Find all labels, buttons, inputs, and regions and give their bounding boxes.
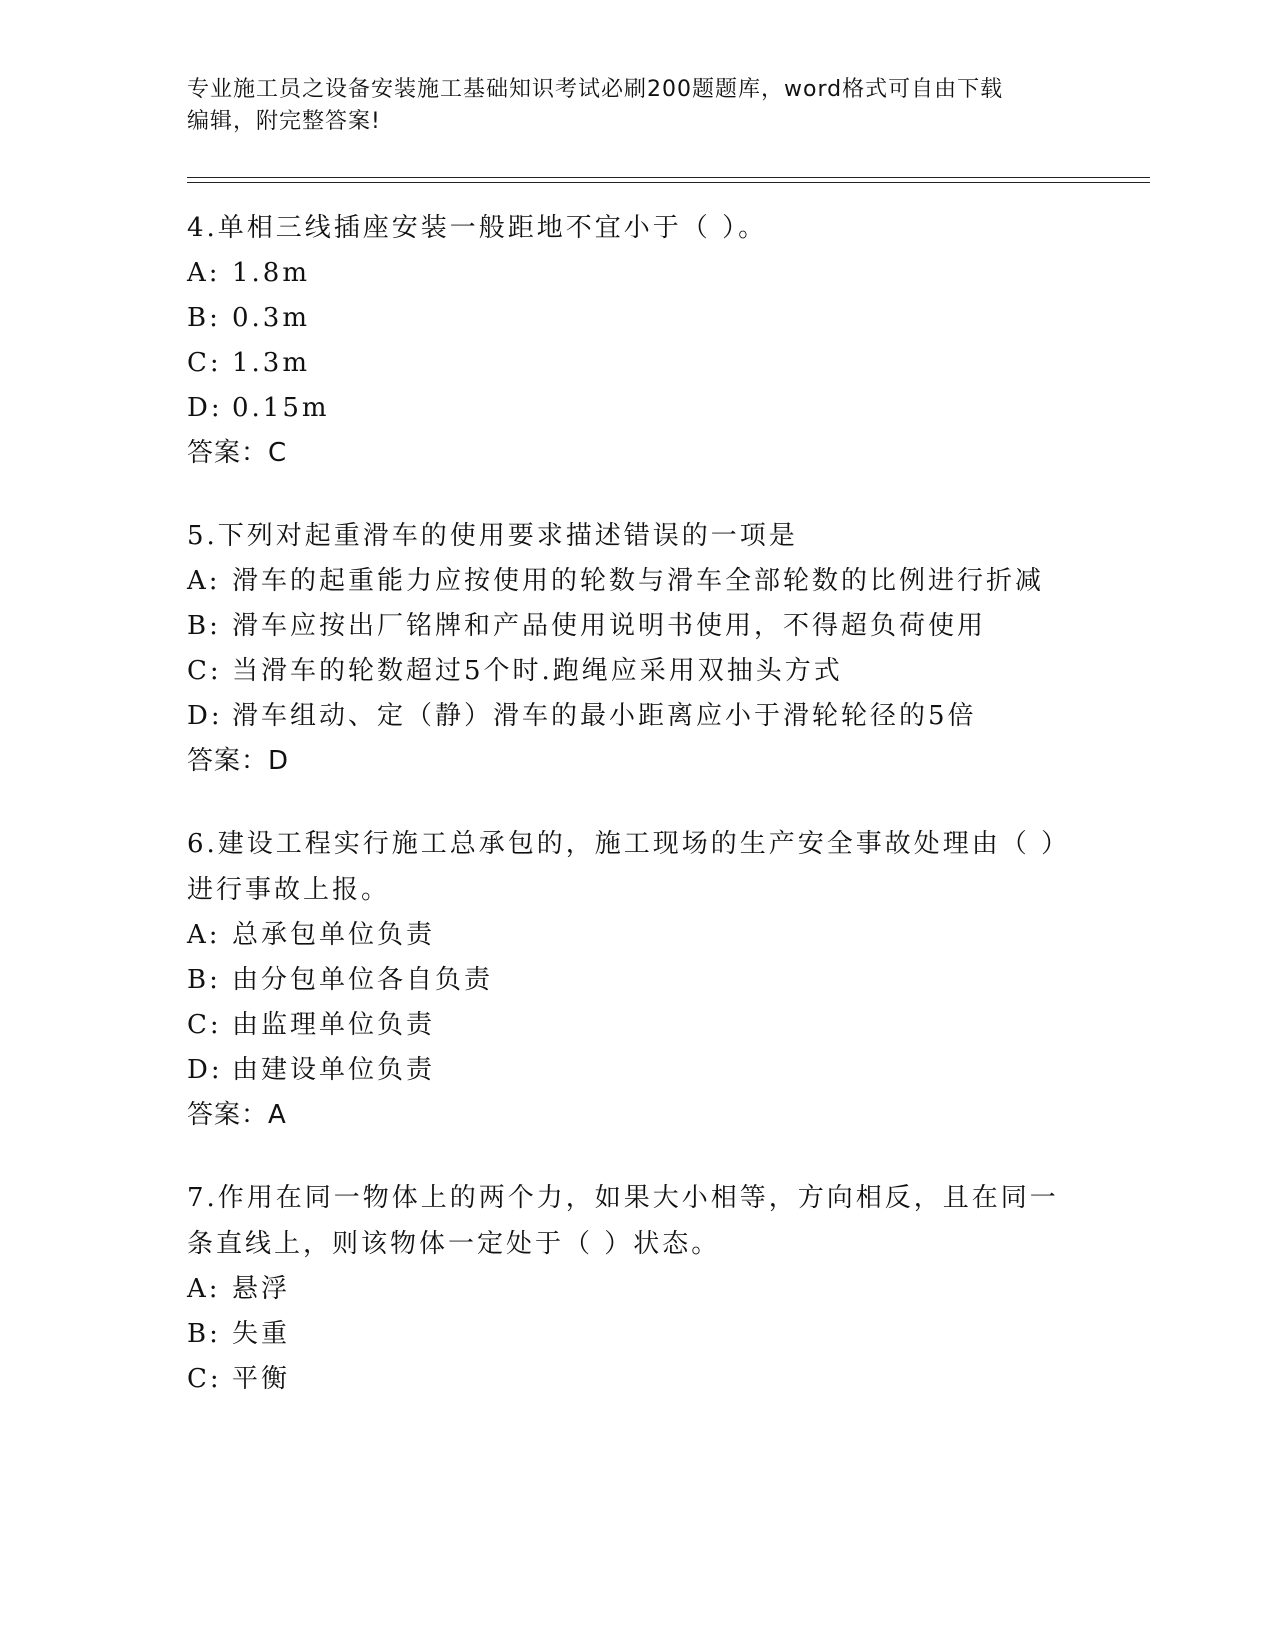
question-text: 7.作用在同一物体上的两个力，如果大小相等，方向相反，且在同一	[187, 1183, 1059, 1213]
question-list	[187, 205, 1087, 1440]
option-text: 滑车组动、定（静）滑车的最小距离应小于滑轮轮径的5倍	[232, 701, 977, 731]
option-letter: B:	[187, 611, 221, 641]
answer-key: 答案：C	[187, 438, 288, 468]
option-letter: A:	[187, 258, 221, 288]
answer-option	[187, 386, 1087, 431]
option-text: 滑车应按出厂铭牌和产品使用说明书使用，不得超负荷使用	[232, 611, 987, 641]
answer-option	[187, 1048, 1087, 1093]
header-divider-top	[187, 177, 1150, 178]
option-letter: C:	[187, 348, 222, 378]
answer-key: 答案：D	[187, 746, 290, 776]
option-letter: B:	[187, 303, 221, 333]
option-text: 0.3m	[232, 303, 311, 333]
header-line-2: 编辑，附完整答案!	[187, 109, 381, 134]
question-block	[187, 513, 1087, 783]
question-text: 6.建设工程实行施工总承包的，施工现场的生产安全事故处理由（ ）	[187, 829, 1071, 859]
answer-option	[187, 958, 1087, 1003]
answer-option	[187, 604, 1087, 649]
answer-option	[187, 1312, 1087, 1357]
option-text: 1.8m	[232, 258, 311, 288]
option-text: 悬浮	[232, 1274, 291, 1304]
question-block	[187, 205, 1087, 475]
option-text: 当滑车的轮数超过5个时.跑绳应采用双抽头方式	[232, 656, 843, 686]
option-letter: A:	[187, 566, 221, 596]
answer-key: 答案：A	[187, 1100, 287, 1130]
option-text: 失重	[232, 1319, 291, 1349]
question-text: 条直线上，则该物体一定处于（ ）状态。	[187, 1229, 721, 1259]
answer-option	[187, 694, 1087, 739]
answer-option	[187, 341, 1087, 386]
answer-option	[187, 296, 1087, 341]
question-text: 5.下列对起重滑车的使用要求描述错误的一项是	[187, 521, 798, 551]
answer-option	[187, 1003, 1087, 1048]
option-text: 由分包单位各自负责	[232, 965, 494, 995]
option-text: 由监理单位负责	[232, 1010, 436, 1040]
option-text: 平衡	[232, 1364, 291, 1394]
option-letter: A:	[187, 920, 221, 950]
option-letter: D:	[187, 701, 223, 731]
option-letter: A:	[187, 1274, 221, 1304]
answer-option	[187, 559, 1087, 604]
option-text: 总承包单位负责	[232, 920, 436, 950]
question-text: 进行事故上报。	[187, 875, 391, 905]
option-letter: D:	[187, 393, 223, 423]
option-letter: C:	[187, 1010, 222, 1040]
question-block	[187, 821, 1087, 1137]
option-text: 1.3m	[232, 348, 311, 378]
answer-option	[187, 251, 1087, 296]
answer-option	[187, 913, 1087, 958]
option-letter: B:	[187, 1319, 221, 1349]
answer-option	[187, 1267, 1087, 1312]
question-block	[187, 1175, 1087, 1402]
option-letter: C:	[187, 656, 222, 686]
document-header	[187, 74, 1067, 138]
header-divider-bottom	[187, 182, 1150, 183]
option-text: 0.15m	[232, 393, 330, 423]
option-letter: D:	[187, 1055, 223, 1085]
option-text: 滑车的起重能力应按使用的轮数与滑车全部轮数的比例进行折减	[232, 566, 1045, 596]
question-text: 4.单相三线插座安装一般距地不宜小于（ ）。	[187, 213, 768, 243]
option-letter: C:	[187, 1364, 222, 1394]
header-line-1: 专业施工员之设备安装施工基础知识考试必刷200题题库，word格式可自由下载	[187, 77, 1004, 102]
answer-option	[187, 649, 1087, 694]
option-letter: B:	[187, 965, 221, 995]
answer-option	[187, 1357, 1087, 1402]
option-text: 由建设单位负责	[232, 1055, 436, 1085]
